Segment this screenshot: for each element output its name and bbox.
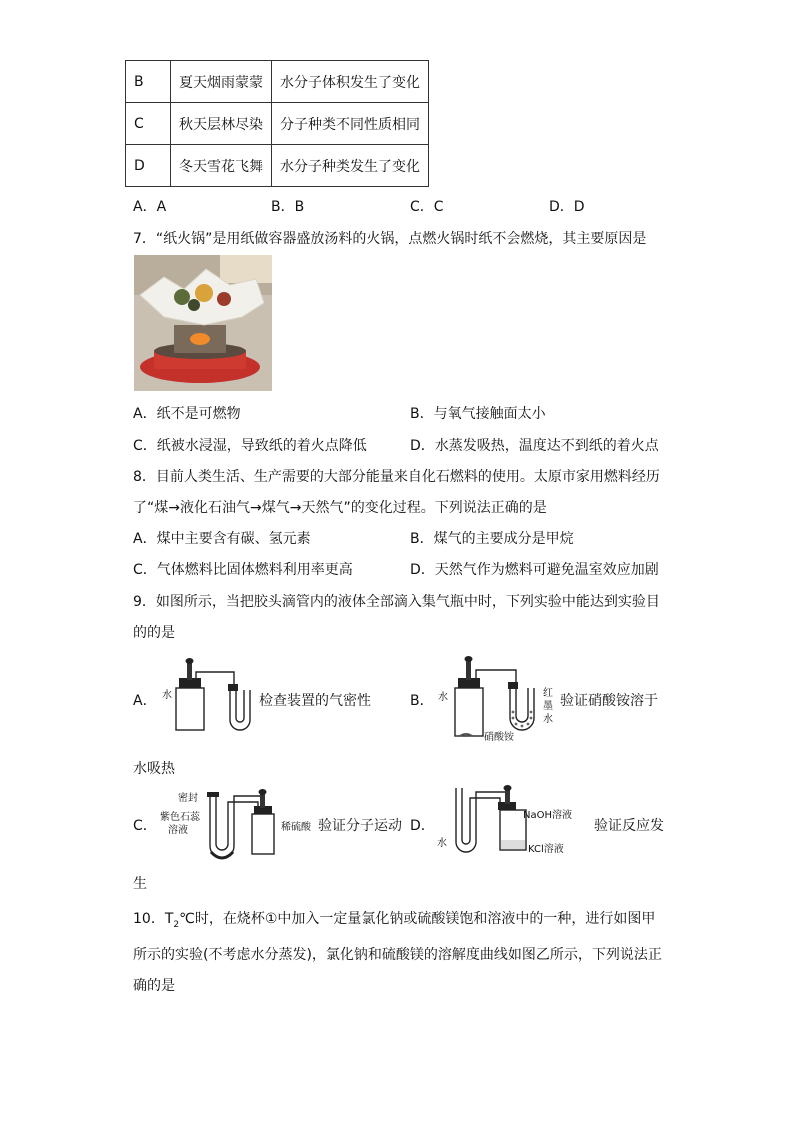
q6-option-b[interactable]: B．B bbox=[271, 199, 305, 215]
q9-c-seal-label: 密封 bbox=[178, 793, 198, 804]
row-explanation: 水分子种类发生了变化 bbox=[272, 145, 429, 187]
q10-stem-line2: 所示的实验(不考虑水分蒸发)，氯化钠和硫酸镁的溶解度曲线如图乙所示，下列说法正 bbox=[133, 947, 662, 963]
q9-b-water-label: 水 bbox=[438, 692, 448, 703]
q9-c-litmus-label2: 溶液 bbox=[168, 825, 188, 836]
q8-stem-line1: 8．目前人类生活、生产需要的大部分能量来自化石燃料的使用。太原市家用燃料经历 bbox=[133, 469, 660, 485]
q7-option-c[interactable]: C．纸被水浸湿，导致纸的着火点降低 bbox=[133, 438, 367, 454]
q10-stem-line1 bbox=[133, 908, 655, 930]
q6-option-d[interactable]: D．D bbox=[549, 199, 585, 215]
q9-a-text: 检查装置的气密性 bbox=[259, 693, 371, 709]
q8-option-a[interactable]: A．煤中主要含有碳、氢元素 bbox=[133, 531, 311, 547]
table-row bbox=[126, 103, 429, 145]
q9-b-red-label: 红 bbox=[543, 688, 553, 699]
q10-stem-sub: 2 bbox=[173, 919, 180, 930]
table-row bbox=[126, 61, 429, 103]
row-explanation: 分子种类不同性质相同 bbox=[272, 103, 429, 145]
q9-b-text: 验证硝酸铵溶于 bbox=[560, 693, 658, 709]
q6-option-a[interactable]: A．A bbox=[133, 199, 167, 215]
q9-d-water-label: 水 bbox=[437, 838, 447, 849]
row-letter: C bbox=[126, 103, 171, 145]
q7-option-a[interactable]: A．纸不是可燃物 bbox=[133, 406, 241, 422]
q9-a-apparatus bbox=[162, 656, 257, 738]
q7-option-d[interactable]: D．水蒸发吸热，温度达不到纸的着火点 bbox=[410, 438, 659, 454]
q9-d-text-cont: 生 bbox=[133, 876, 147, 892]
q9-c-litmus-label1: 紫色石蕊 bbox=[160, 812, 200, 823]
row-phenomenon: 夏天烟雨蒙蒙 bbox=[171, 61, 272, 103]
q9-c-acid-label: 稀硫酸 bbox=[281, 822, 311, 833]
q6-options-table bbox=[125, 60, 429, 187]
q9-d-naoh-label: NaOH溶液 bbox=[523, 810, 572, 821]
q8-option-d[interactable]: D．天然气作为燃料可避免温室效应加剧 bbox=[410, 562, 659, 578]
paper-hotpot-image bbox=[134, 255, 272, 391]
q9-b-salt-label: 硝酸铵 bbox=[484, 732, 514, 743]
q9-stem-line2: 的的是 bbox=[133, 625, 175, 641]
row-phenomenon: 秋天层林尽染 bbox=[171, 103, 272, 145]
row-explanation: 水分子体积发生了变化 bbox=[272, 61, 429, 103]
q9-d-apparatus bbox=[448, 780, 528, 862]
q10-stem-pre: 10．T bbox=[133, 911, 174, 927]
q10-stem-line3: 确的是 bbox=[133, 978, 175, 994]
q8-stem-line2: 了“煤→液化石油气→煤气→天然气”的变化过程。下列说法正确的是 bbox=[133, 500, 547, 516]
q9-option-c[interactable]: C． bbox=[133, 818, 157, 834]
row-letter: B bbox=[126, 61, 171, 103]
q9-a-water-label: 水 bbox=[162, 690, 172, 701]
q6-option-c[interactable]: C．C bbox=[410, 199, 444, 215]
q10-stem-post: ℃时，在烧杯①中加入一定量氯化钠或硫酸镁饱和溶液中的一种，进行如图甲 bbox=[179, 911, 656, 927]
row-letter: D bbox=[126, 145, 171, 187]
q9-c-text: 验证分子运动 bbox=[318, 818, 402, 834]
table-row bbox=[126, 145, 429, 187]
row-phenomenon: 冬天雪花飞舞 bbox=[171, 145, 272, 187]
paper-hotpot-photo bbox=[134, 255, 272, 391]
q9-stem-line1: 9．如图所示，当把胶头滴管内的液体全部滴入集气瓶中时，下列实验中能达到实验目 bbox=[133, 594, 660, 610]
q7-stem: 7．“纸火锅”是用纸做容器盛放汤料的火锅，点燃火锅时纸不会燃烧，其主要原因是 bbox=[133, 231, 647, 247]
q9-option-a[interactable]: A． bbox=[133, 693, 157, 709]
q9-d-kcl-label: KCl溶液 bbox=[528, 844, 564, 855]
q9-option-d[interactable]: D． bbox=[410, 818, 435, 834]
q9-b-water2-label: 水 bbox=[543, 714, 553, 725]
q9-b-text-cont: 水吸热 bbox=[133, 761, 175, 777]
q8-option-c[interactable]: C．气体燃料比固体燃料利用率更高 bbox=[133, 562, 353, 578]
q9-c-apparatus bbox=[202, 786, 282, 864]
q9-option-b[interactable]: B． bbox=[410, 693, 434, 709]
q8-option-b[interactable]: B．煤气的主要成分是甲烷 bbox=[410, 531, 574, 547]
q9-d-text: 验证反应发 bbox=[594, 818, 664, 834]
q9-b-ink-label: 墨 bbox=[543, 701, 553, 712]
q7-option-b[interactable]: B．与氧气接触面太小 bbox=[410, 406, 546, 422]
